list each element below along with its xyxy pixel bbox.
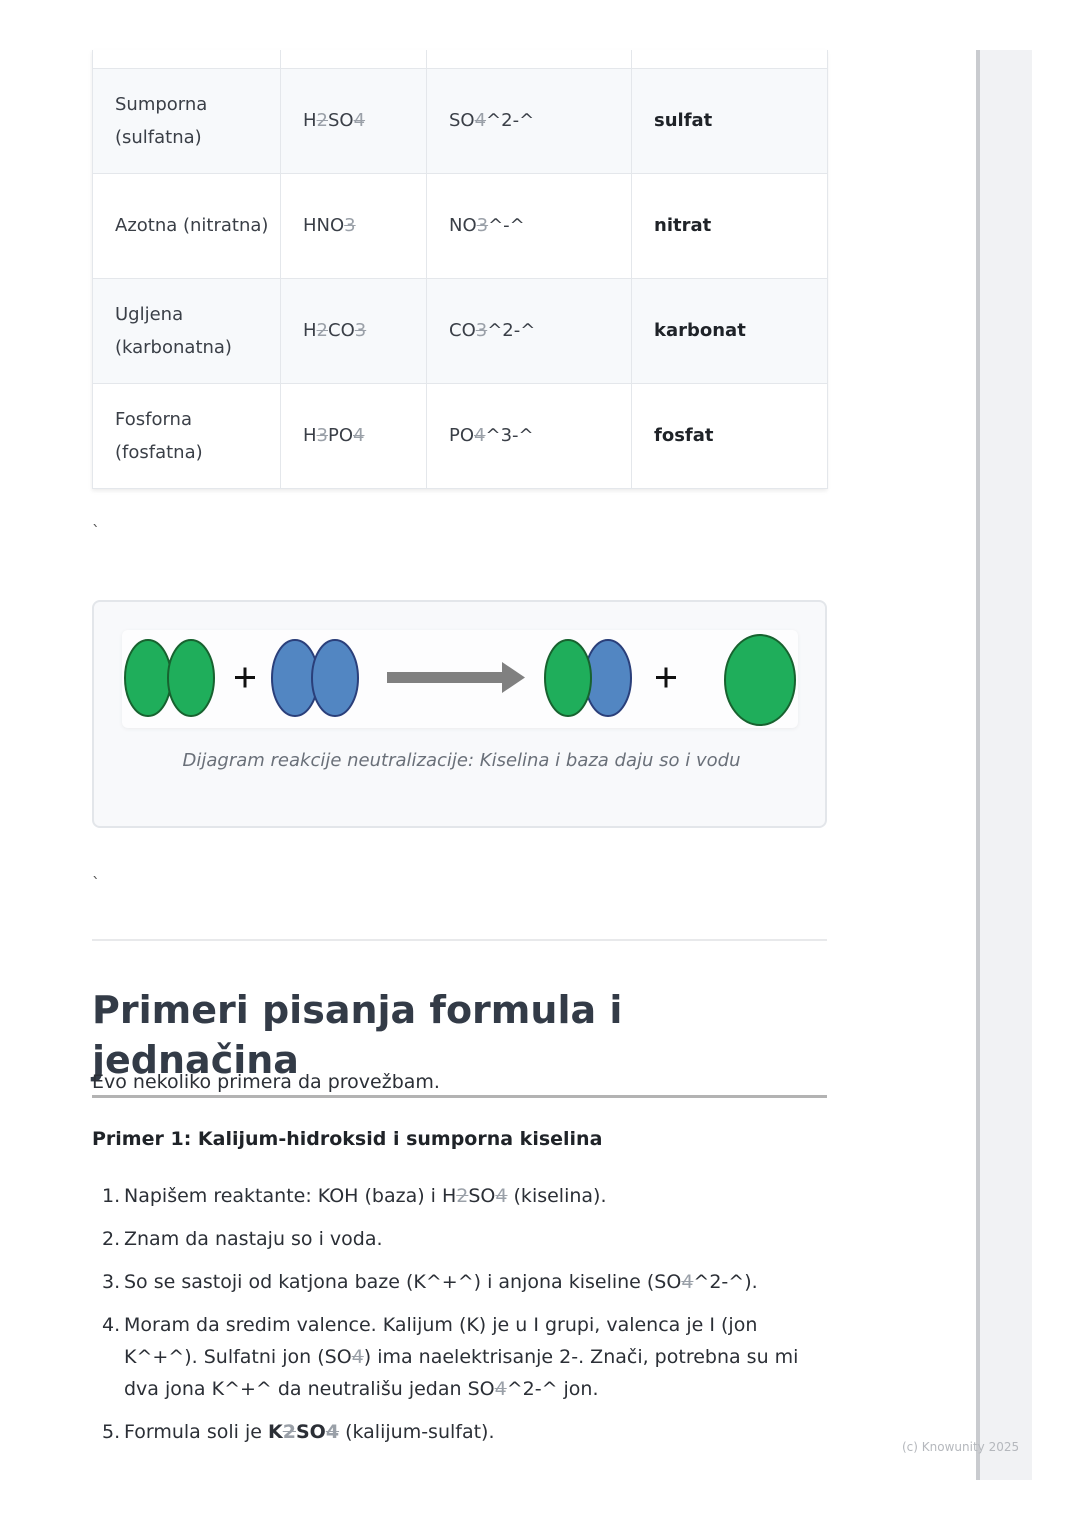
water-molecule-icon <box>725 635 795 725</box>
acid-formula: H2SO4 <box>281 68 427 173</box>
section-title: Primeri pisanja formula i jednačina <box>92 985 827 1098</box>
acid-salt-table <box>92 50 827 489</box>
salt-molecule-icon <box>545 640 631 716</box>
acid-name: Ugljena (karbonatna) <box>93 278 281 383</box>
table-row <box>93 278 828 383</box>
anion-formula: CO3^2-^ <box>427 278 632 383</box>
anion-formula: PO4^3-^ <box>427 383 632 488</box>
acid-name: Fosforna (fosfatna) <box>93 383 281 488</box>
base-molecule-icon <box>272 640 358 716</box>
table-row <box>93 383 828 488</box>
list-item: 3. So se sastoji od katjona baze (K^+^) i anjona kiseline (SO4^2-^). <box>102 1271 758 1293</box>
backtick-separator: ` <box>92 874 100 893</box>
list-item: 4. Moram da sredim valence. Kalijum (K) je u I grupi, valenca je I (jon K^+^). Sulfatni jon (SO4) ima naelektrisanje 2-. Znači, potrebna su mi dva jona K^+^ da neutrališu jedan SO4^2-^ jon. <box>102 1314 799 1400</box>
list-item: 2. Znam da nastaju so i voda. <box>102 1228 383 1250</box>
diagram-illustration <box>122 630 798 728</box>
anion-formula: SO4^2-^ <box>427 68 632 173</box>
example-title: Primer 1: Kalijum-hidroksid i sumporna kiselina <box>92 1128 603 1150</box>
reaction-arrow-icon <box>387 662 525 693</box>
acid-formula: H3PO4 <box>281 383 427 488</box>
acid-formula: H2CO3 <box>281 278 427 383</box>
diagram-caption: Dijagram reakcije neutralizacije: Kiselina i baza daju so i vodu <box>182 750 741 771</box>
side-panel <box>976 50 1032 1480</box>
backtick-separator: ` <box>92 522 100 541</box>
table-row <box>93 68 828 173</box>
salt-name: nitrat <box>632 173 828 278</box>
table-row-clipped <box>93 50 828 68</box>
intro-paragraph: Evo nekoliko primera da provežbam. <box>92 1071 440 1093</box>
salt-name: karbonat <box>632 278 828 383</box>
anion-formula: NO3^-^ <box>427 173 632 278</box>
watermark: (c) Knowunity 2025 <box>902 1440 1020 1454</box>
neutralization-diagram <box>92 600 827 828</box>
list-item: 1. Napišem reaktante: KOH (baza) i H2SO4 (kiselina). <box>102 1185 607 1207</box>
salt-name: sulfat <box>632 68 828 173</box>
plus-icon <box>656 668 676 688</box>
acid-formula: HNO3 <box>281 173 427 278</box>
table-row <box>93 173 828 278</box>
list-item: 5. Formula soli je K2SO4 (kalijum-sulfat). <box>102 1421 495 1443</box>
steps-list <box>92 1180 827 1459</box>
plus-icon <box>235 668 255 688</box>
section-divider <box>92 939 827 941</box>
salt-name: fosfat <box>632 383 828 488</box>
acid-molecule-icon <box>125 640 214 716</box>
acid-name: Azotna (nitratna) <box>93 173 281 278</box>
acid-name: Sumporna (sulfatna) <box>93 68 281 173</box>
